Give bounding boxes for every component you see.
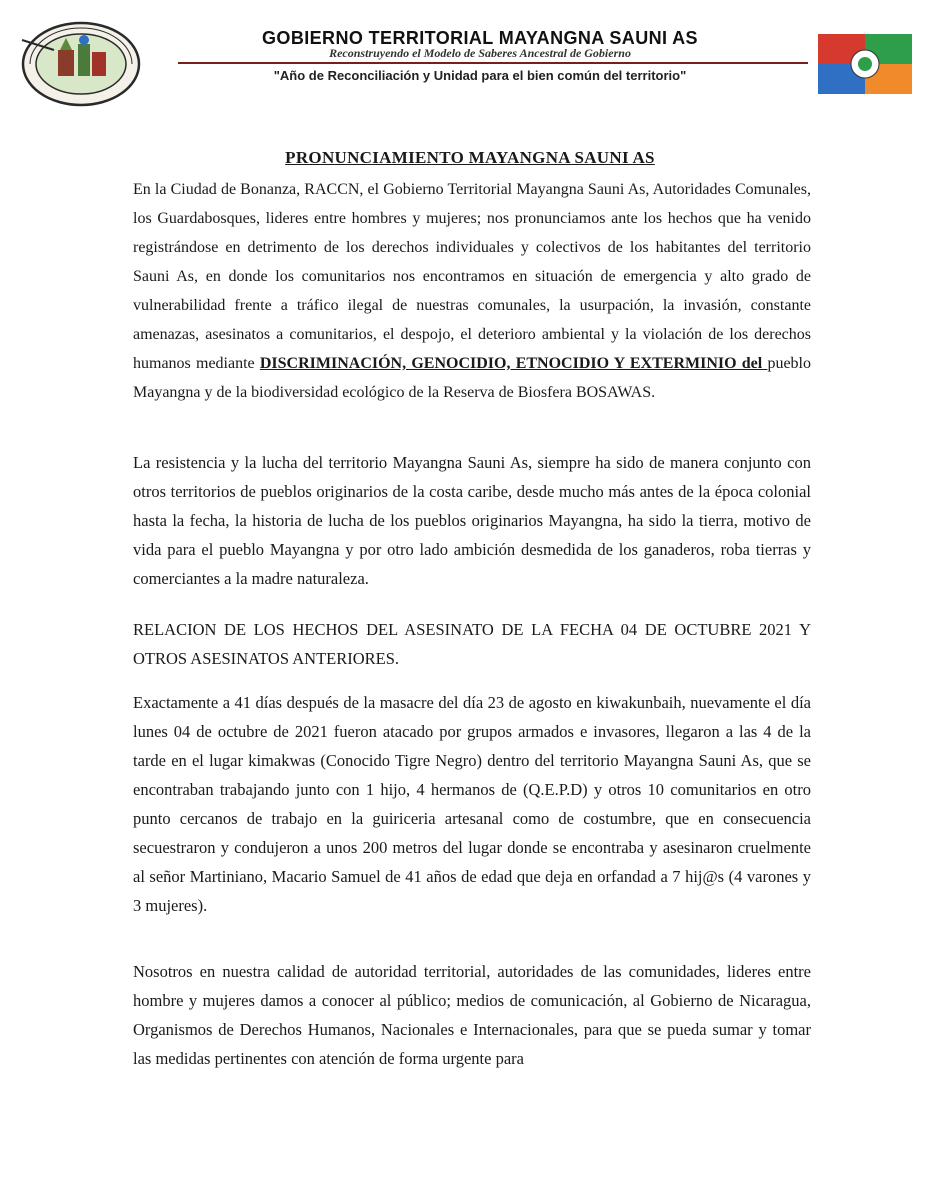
paragraph-intro	[133, 175, 811, 407]
paragraph-intro-text: En la Ciudad de Bonanza, RACCN, el Gobierno Territorial Mayangna Sauni As, Autoridades Comunales, los Guardabosques, lideres entre hombres y mujeres; nos pronunciamos ante los hechos que ha venido registrándose en detrimento de los derechos individuales y colectivos de los habitantes del territorio Sauni As, en donde los comunitarios nos encontramos en situación de emergencia y alto grado de vulnerabilidad frente a tráfico ilegal de nuestras comunales, la usurpación, la invasión, constante amenazas, asesinatos a comunitarios, el despojo, el deterioro ambiental y la violación de los derechos humanos mediante	[133, 181, 811, 372]
letterhead-title: GOBIERNO TERRITORIAL MAYANGNA SAUNI AS	[262, 28, 698, 48]
letterhead-subtitle: Reconstruyendo el Modelo de Saberes Ancestral de Gobierno	[329, 46, 631, 60]
paragraph-facts: Exactamente a 41 días después de la masacre del día 23 de agosto en kiwakunbaih, nuevamente el día lunes 04 de octubre de 2021 fueron atacado por grupos armados e invasores, llegaron a las 4 de la tarde en el lugar kimakwas (Conocido Tigre Negro) dentro del territorio Mayangna Sauni As, que se encontraban trabajando junto con 1 hijo, 4 hermanos de (Q.E.P.D) y otros 10 comunitarios en otro punto cercanos de trabajo en la guiriceria artesanal como de costumbre, que en consecuencia secuestraron y condujeron a unos 200 metros del lugar donde se encontraba y asesinaron cruelmente al señor Martiniano, Macario Samuel de 41 años de edad que deja en orfandad a 7 hij@s (4 varones y 3 mujeres).	[133, 693, 811, 915]
paragraph-intro-emphasis: DISCRIMINACIÓN, GENOCIDIO, ETNOCIDIO Y EXTERMINIO del	[259, 355, 768, 372]
letterhead-divider	[178, 62, 808, 64]
document-title: PRONUNCIAMIENTO MAYANGNA SAUNI AS	[285, 148, 655, 167]
paragraph-appeal: Nosotros en nuestra calidad de autoridad territorial, autoridades de las comunidades, lideres entre hombre y mujeres damos a conocer al público; medios de comunicación, al Gobierno de Nicaragua, Organismos de Derechos Humanos, Nacionales e Internacionales, para que se pueda sumar y tomar las medidas pertinentes con atención de forma urgente para	[133, 962, 811, 1068]
letterhead-motto: "Año de Reconciliación y Unidad para el bien común del territorio"	[273, 68, 687, 83]
territorial-seal-logo	[20, 20, 142, 108]
paragraph-intro-end: pueblo Mayangna y de la biodiversidad ecológico de la Reserva de Biosfera BOSAWAS.	[133, 355, 811, 401]
paragraph-resistance: La resistencia y la lucha del territorio Mayangna Sauni As, siempre ha sido de manera conjunto con otros territorios de pueblos originarios de la costa caribe, desde mucho más antes de la época colonial hasta la fecha, la historia de lucha de los pueblos originarios Mayangna, ha sido la tierra, motivo de vida para el pueblo Mayangna y por otro lado ambición desmedida de los ganaderos, roba tierras y comerciantes a la madre naturaleza.	[133, 453, 811, 588]
territory-flag	[818, 34, 912, 94]
section-heading-facts: RELACION DE LOS HECHOS DEL ASESINATO DE LA FECHA 04 DE OCTUBRE 2021 Y OTROS ASESINATOS ANTERIORES.	[133, 620, 811, 668]
